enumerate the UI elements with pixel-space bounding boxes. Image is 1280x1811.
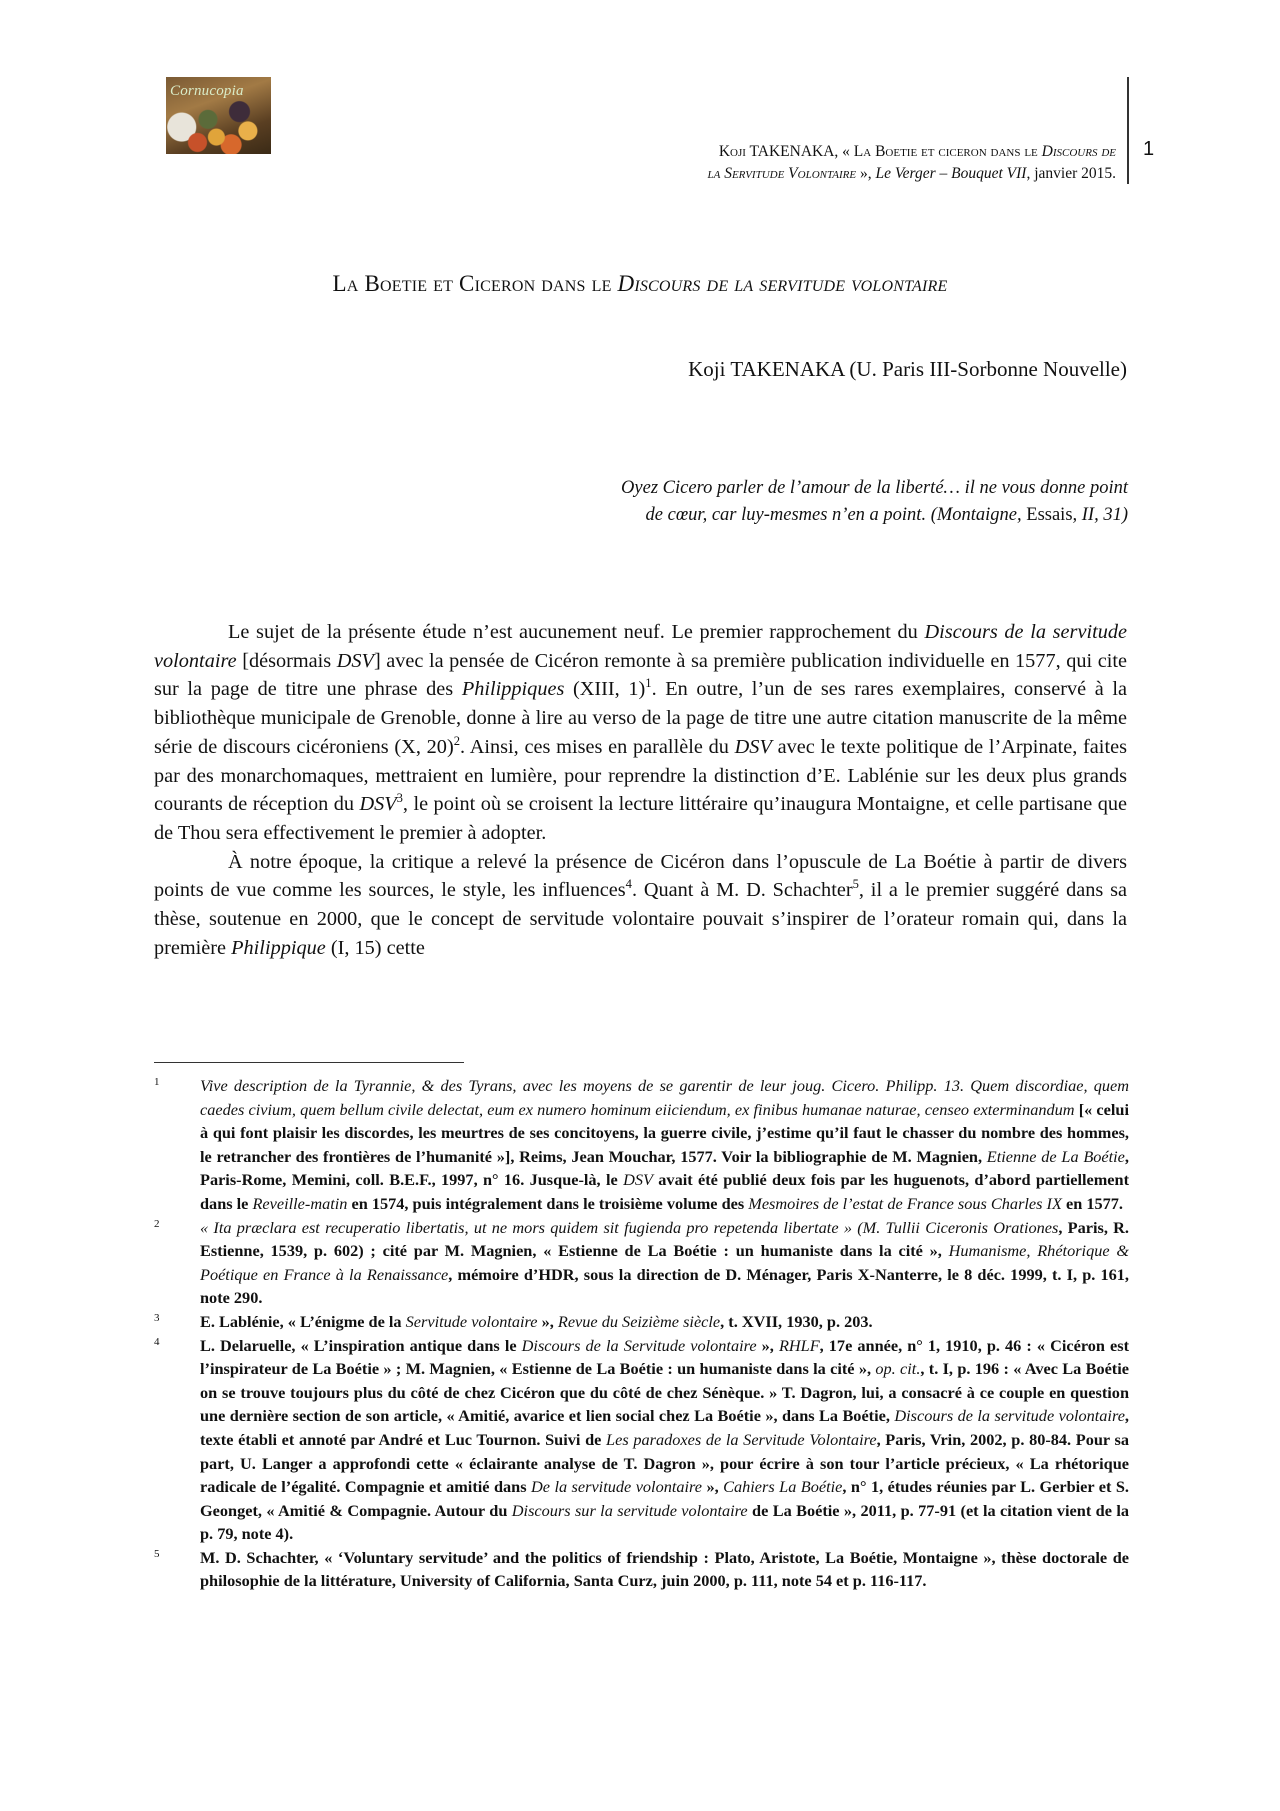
footnote-1 <box>154 1074 1129 1216</box>
text-run: (XIII, 1) <box>564 678 646 701</box>
text-run: Le sujet de la présente étude n’est aucunement neuf. Le premier rapprochement du <box>228 621 925 643</box>
text-run: ] avec la pensée de Cicéron remonte à sa première publication individuelle en 1577, qui cite sur la page de titre une phrase des <box>154 649 1127 701</box>
italic-text: DSV <box>623 1170 653 1190</box>
text-run: . Ainsi, ces mises en parallèle du <box>460 735 735 758</box>
italic-text: DSV <box>359 793 397 816</box>
italic-text: Discours sur la servitude volontaire <box>511 1500 748 1520</box>
text-run: avait été publié deux fois par les huguenots, d’abord partiellement dans le <box>200 1170 1130 1213</box>
text-run: , t. XVII, 1930, p. 203. <box>720 1311 873 1331</box>
footnote-ref[interactable]: 1 <box>645 676 652 691</box>
italic-text: Discours de la servitude volontaire <box>894 1406 1125 1426</box>
header-date: , janvier 2015. <box>1026 165 1116 182</box>
header-close-quote: », <box>860 165 872 182</box>
text-run: », <box>702 1477 724 1497</box>
italic-text: DSV <box>336 649 374 672</box>
italic-text: Servitude volontaire <box>405 1311 538 1331</box>
header-journal: Le Verger – Bouquet VII <box>875 165 1027 182</box>
italic-text: De la servitude volontaire <box>531 1477 703 1497</box>
epigraph-line-1: Oyez Cicero parler de l’amour de la liberté… il ne vous donne point <box>621 478 1128 498</box>
text-run: , texte établi et annoté par André et Luc Tournon. Suivi de <box>200 1406 1129 1449</box>
footnote-3 <box>154 1310 1129 1334</box>
text-run: E. Lablénie, « L’énigme de la <box>200 1311 406 1331</box>
header-vertical-rule <box>1127 77 1129 184</box>
italic-text: op. cit. <box>875 1359 921 1379</box>
text-run: avec le texte politique de l’Arpinate, faites par des monarchomaques, mettraient en lumière, pour reprendre la distinction d’E. Lablénie sur les deux plus grands courants de réception du <box>154 735 1127 816</box>
italic-text: « Ita præclara est recuperatio libertatis, ut ne mors quidem sit fugienda pro repetenda libertate » (M. Tullii Ciceronis Orationes <box>200 1217 1059 1237</box>
italic-text: Cahiers La Boétie <box>723 1477 843 1497</box>
text-run: , t. I, p. 196 : « Avec La Boétie on se trouve toujours plus du côté de chez Cicéron que du côté de chez Sénèque. » T. Dagron, lui, a consacré à ce couple en question une dernière section de son article, « Amitié, avarice et lien social chez La Boétie », dans La Boétie, <box>200 1359 1129 1426</box>
article-title <box>0 271 1280 297</box>
italic-text: Revue du Seizième siècle <box>557 1311 721 1331</box>
italic-text: Etienne de La Boétie <box>986 1146 1125 1166</box>
header-author-first: Koji <box>718 143 746 160</box>
italic-text: DSV <box>734 735 772 758</box>
text-run: M. D. Schachter, « ‘Voluntary servitude’ and the politics of friendship : Plato, Aristote, La Boétie, Montaigne », thèse doctorale de philosophie de la littérature, University of California, Santa Curz, juin 2000, p. 111, note 54 et p. 116-117. <box>200 1547 1129 1591</box>
header-author-last: TAKENAKA, <box>749 143 839 160</box>
text-run: . Quant à M. D. Schachter <box>631 879 853 902</box>
footnote-5 <box>154 1546 1129 1593</box>
page-number: 1 <box>1143 138 1155 160</box>
body-text <box>154 618 1127 962</box>
italic-text: Reveille-matin <box>252 1193 348 1213</box>
footnote-number: 2 <box>154 1217 160 1230</box>
text-run: de La Boétie », 2011, p. 77-91 (et la citation vient de la p. 79, note 4). <box>200 1500 1129 1544</box>
italic-text: Philippiques <box>461 678 565 701</box>
text-run: , le point où se croisent la lecture littéraire qu’inaugura Montaigne, et celle partisane que de Thou sera effectivement le premier à adopter. <box>154 793 1127 844</box>
footnote-ref[interactable]: 3 <box>396 791 403 806</box>
text-run: en 1577. <box>1061 1193 1123 1213</box>
text-run: », <box>537 1311 558 1331</box>
header-title-roman: La Boetie et ciceron dans le <box>853 143 1038 160</box>
text-run: , 17e année, n° 1, 1910, p. 46 : « Cicéron est l’inspirateur de La Boétie » ; M. Magnien, « Estienne de La Boétie : un humaniste dans la cité », <box>200 1335 1129 1379</box>
text-run: [désormais <box>236 649 337 672</box>
text-run: , mémoire d’HDR, sous la direction de D. Ménager, Paris X-Nanterre, le 8 déc. 1999, t. I, p. 161, note 290. <box>200 1264 1129 1308</box>
header-title-italic-cont: la Servitude Volontaire <box>707 165 860 182</box>
epigraph-text: de cœur, car luy-mesmes n’en a point. (Montaigne, <box>645 505 1027 525</box>
logo-text: Cornucopia <box>170 83 244 99</box>
epigraph-line-2 <box>508 502 1128 529</box>
italic-text: RHLF <box>778 1335 820 1355</box>
footnote-4 <box>154 1334 1129 1546</box>
text-run: [« celui à qui font plaisir les discordes, les meurtres de ses concitoyens, la guerre civile, j’estime qu’il faut le chasser du nombre des hommes, le retrancher des frontières de l’humanité »], Reims, Jean Mouchar, 1577. Voir la bibliographie de M. Magnien, <box>200 1099 1129 1166</box>
footnote-number: 4 <box>154 1335 160 1348</box>
epigraph-ref: , II, 31) <box>1072 505 1128 525</box>
footnote-2 <box>154 1216 1129 1310</box>
footnote-number: 1 <box>154 1076 160 1088</box>
title-italic: Discours de la servitude volontaire <box>617 271 948 296</box>
paragraph-1 <box>154 618 1127 848</box>
epigraph-work: Essais <box>1026 505 1073 525</box>
footnote-separator <box>154 1062 464 1063</box>
text-run: en 1574, puis intégralement dans le troisième volume des <box>347 1193 749 1213</box>
italic-text: Discours de la Servitude volontaire <box>521 1335 757 1355</box>
running-header-line-1 <box>708 141 1117 163</box>
text-run: , n° 1, études réunies par L. Gerbier et S. Geonget, « Amitié & Compagnie. Autour du <box>200 1477 1130 1520</box>
text-run: . En outre, l’un de ses rares exemplaires, conservé à la bibliothèque municipale de Grenoble, donne à lire au verso de la page de titre une autre citation manuscrite de la même série de discours cicéroniens (X, 20) <box>154 678 1127 758</box>
italic-text: Mesmoires de l’estat de France sous Charles IX <box>748 1193 1062 1213</box>
footnote-ref[interactable]: 4 <box>625 877 632 892</box>
text-run: , il a le premier suggéré dans sa thèse, soutenue en 2000, que le concept de servitude volontaire pouvait s’inspirer de l’orateur romain qui, dans la première <box>154 879 1127 959</box>
text-run: À notre époque, la critique a relevé la présence de Cicéron dans l’opuscule de La Boétie à partir de divers points de vue comme les sources, le style, les influences <box>154 850 1127 902</box>
text-run: (I, 15) cette <box>325 936 425 959</box>
text-run: L. Delaruelle, « L’inspiration antique dans le <box>200 1335 522 1355</box>
running-header-line-2 <box>708 163 1117 185</box>
text-run: , Paris, Vrin, 2002, p. 80-84. Pour sa part, U. Langer a approfondi cette « éclairante analyse de T. Dagron », pour écrire à son tour l’article précieux, « La rhétorique radicale de l’égalité. Compagnie et amitié dans <box>200 1429 1130 1497</box>
header-open-quote: « <box>842 143 850 160</box>
title-roman: La Boetie et Ciceron dans le <box>332 271 612 296</box>
footnotes <box>154 1074 1129 1593</box>
footnote-number: 3 <box>154 1311 160 1324</box>
footnote-number: 5 <box>154 1547 160 1560</box>
header-title-italic: Discours de <box>1041 143 1116 160</box>
cornucopia-logo <box>166 77 271 154</box>
text-run: », <box>756 1335 779 1355</box>
running-header <box>708 141 1117 185</box>
italic-text: Discours de la servitude volontaire <box>154 621 1127 672</box>
footnote-ref[interactable]: 2 <box>453 734 460 749</box>
italic-text: Les paradoxes de la Servitude Volontaire <box>606 1429 877 1449</box>
epigraph <box>508 475 1128 529</box>
paragraph-2 <box>154 848 1127 963</box>
italic-text: Vive description de la Tyrannie, & des Tyrans, avec les moyens de se garentir de leur joug. Cicero. Philipp. 13. Quem discordiae, quem caedes civium, quem bellum civile delectat, eum ex numero hominum eiiciendum, ex finibus humanae naturae, censeo exterminandum <box>200 1076 1129 1119</box>
text-run: , Paris-Rome, Memini, coll. B.E.F., 1997, n° 16. Jusque-là, le <box>200 1146 1129 1190</box>
author-affiliation: Koji TAKENAKA (U. Paris III-Sorbonne Nouvelle) <box>688 357 1127 381</box>
text-run: , Paris, R. Estienne, 1539, p. 602) ; cité par M. Magnien, « Estienne de La Boétie : un humaniste dans la cité », <box>200 1217 1130 1261</box>
footnote-ref[interactable]: 5 <box>852 877 859 892</box>
italic-text: Philippique <box>231 936 326 959</box>
italic-text: Humanisme, Rhétorique & Poétique en France à la Renaissance <box>200 1241 1130 1284</box>
